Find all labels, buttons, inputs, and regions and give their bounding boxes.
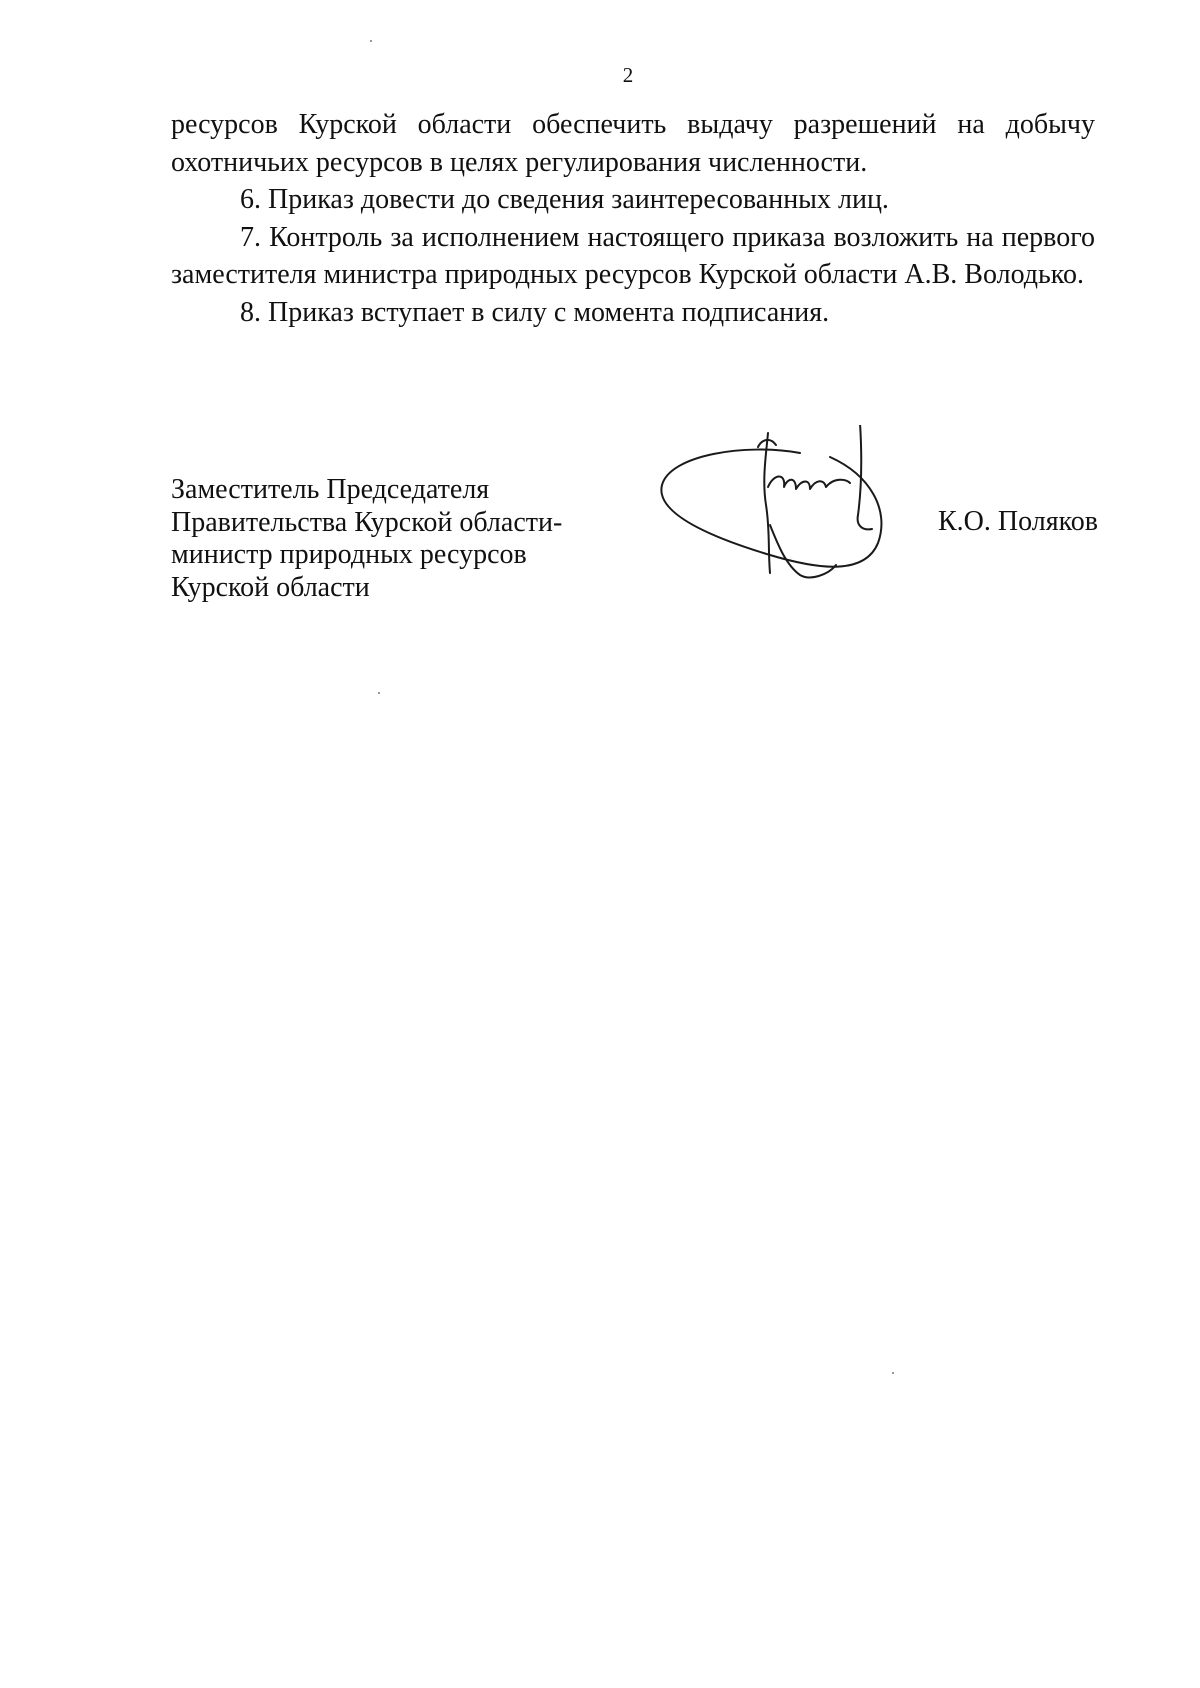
signature-oval-stroke [661, 450, 881, 567]
signature-vertical-stroke [764, 433, 770, 573]
signatory-position [171, 474, 631, 604]
scan-speck [378, 692, 380, 694]
signature-squiggle-stroke [768, 477, 850, 490]
paragraph-item-8: 8. Приказ вступает в силу с момента подписания. [240, 296, 830, 328]
signature-lower-loop [770, 525, 836, 577]
paragraph-item-7: 7. Контроль за исполнением настоящего приказа возложить на первого заместителя министра природных ресурсов Курской области А.В. Володько. [171, 221, 1095, 290]
handwritten-signature [650, 425, 900, 600]
position-line: Курской области [171, 571, 370, 603]
page-number: 2 [622, 63, 634, 87]
scan-speck [370, 40, 372, 42]
position-line: Правительства Курской области- [171, 506, 563, 538]
signer-name: К.О. Поляков [938, 506, 1099, 537]
position-line: Заместитель Председателя [171, 474, 490, 505]
position-line: министр природных ресурсов [171, 539, 527, 570]
document-body [171, 106, 1095, 331]
scan-speck [892, 1372, 894, 1374]
paragraph-continuation: ресурсов Курской области обеспечить выдачу разрешений на добычу охотничьих ресурсов в целях регулирования численности. [171, 109, 1095, 178]
paragraph-item-6: 6. Приказ довести до сведения заинтересованных лиц. [240, 184, 889, 215]
